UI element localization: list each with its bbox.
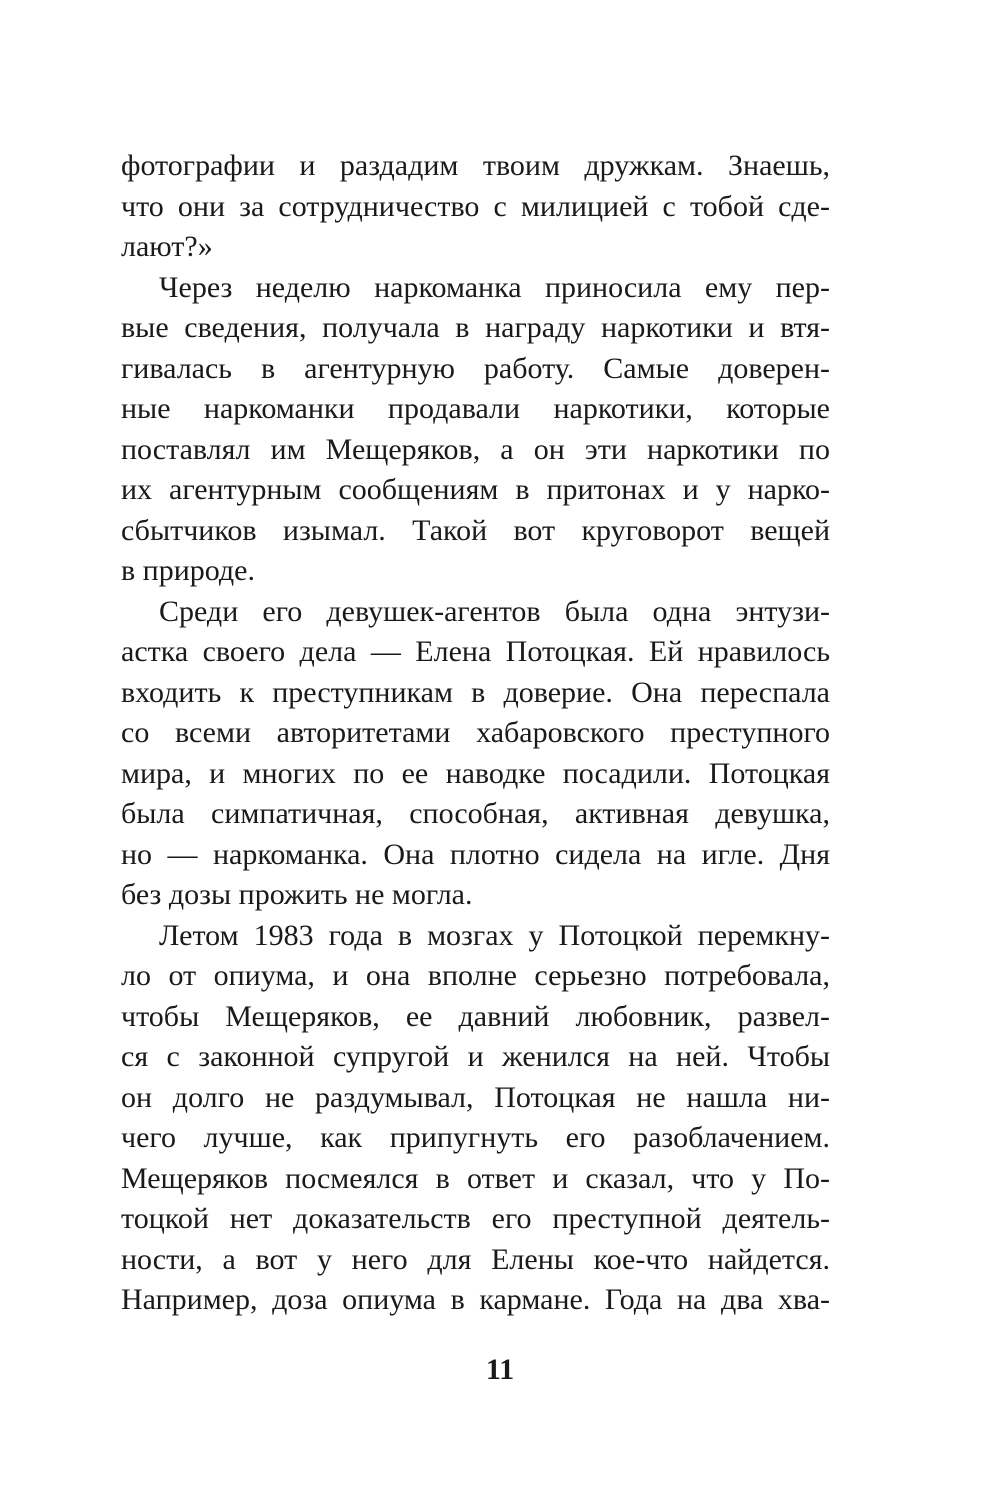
text-line: была симпатичная, способная, активная девушка,: [121, 797, 830, 830]
text-line: фотографии и раздадим твоим дружкам. Знаешь,: [121, 149, 830, 182]
paragraph-2: [121, 268, 830, 592]
text-line: ные наркоманки продавали наркотики, которые: [121, 392, 830, 425]
text-line: со всеми авторитетами хабаровского преступного: [121, 716, 830, 749]
text-line: ся с законной супругой и женился на ней. Чтобы: [121, 1040, 830, 1073]
text-line: их агентурным сообщениям в притонах и у нарко-: [121, 473, 830, 506]
text-line: входить к преступникам в доверие. Она переспала: [121, 675, 830, 709]
text-line: чего лучше, как припугнуть его разоблачением.: [121, 1121, 830, 1154]
text-line: сбытчиков изымал. Такой вот круговорот вещей: [121, 513, 830, 547]
text-line: Например, доза опиума в кармане. Года на два хва-: [121, 1283, 830, 1316]
paragraph-3: [121, 592, 830, 916]
text-line: мира, и многих по ее наводке посадили. Потоцкая: [121, 756, 830, 790]
text-line: чтобы Мещеряков, ее давний любовник, развел-: [121, 999, 830, 1033]
text-line: Мещеряков посмеялся в ответ и сказал, что у По-: [121, 1161, 830, 1195]
text-line: ло от опиума, и она вполне серьезно потребовала,: [121, 959, 830, 992]
text-line: без дозы прожить не могла.: [121, 878, 473, 911]
text-line: Среди его девушек-агентов была одна энтузи-: [159, 594, 830, 628]
text-line: тоцкой нет доказательств его преступной деятель-: [121, 1202, 830, 1235]
paragraph-4: [121, 916, 830, 1321]
text-line: вые сведения, получала в награду наркотики и втя-: [121, 311, 830, 344]
text-line: в природе.: [121, 554, 255, 587]
text-line: лают?»: [121, 230, 213, 263]
text-line: ности, а вот у него для Елены кое-что найдется.: [121, 1242, 830, 1276]
text-line: поставлял им Мещеряков, а он эти наркотики по: [121, 432, 830, 466]
paragraph-1: [121, 146, 830, 268]
page-number: 11: [485, 1353, 515, 1386]
text-line: он долго не раздумывал, Потоцкая не нашла ни-: [121, 1080, 830, 1114]
text-line: Через неделю наркоманка приносила ему пер-: [159, 270, 830, 304]
text-line: астка своего дела — Елена Потоцкая. Ей нравилось: [121, 635, 830, 668]
text-line: Летом 1983 года в мозгах у Потоцкой перемкну-: [159, 918, 830, 952]
body-text: [121, 146, 830, 1321]
text-line: что они за сотрудничество с милицией с тобой сде-: [121, 189, 830, 223]
text-line: гивалась в агентурную работу. Самые доверен-: [121, 351, 830, 385]
text-line: но — наркоманка. Она плотно сидела на игле. Дня: [121, 837, 830, 871]
